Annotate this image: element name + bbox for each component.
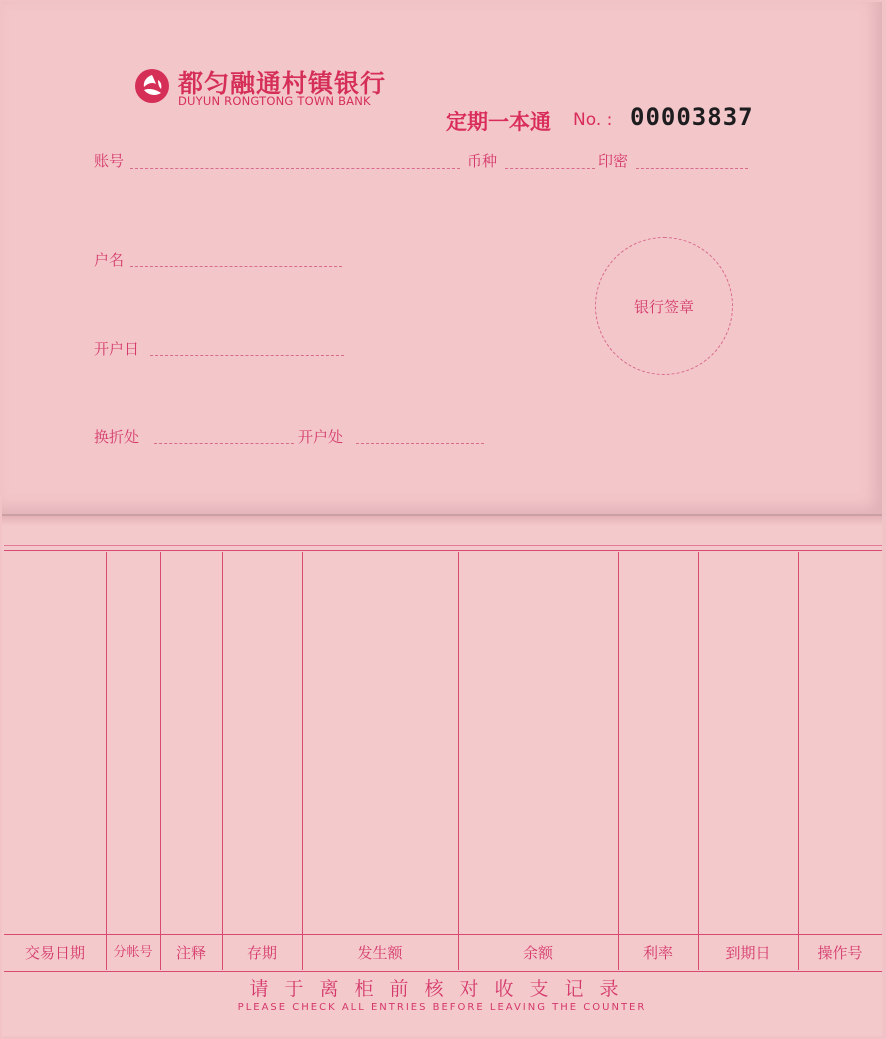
replace-branch-field-line bbox=[154, 443, 294, 444]
seal-mark-label: 印密 bbox=[598, 152, 629, 170]
replace-branch-label: 换折处 bbox=[94, 428, 140, 446]
column-header-sub-account: 分帐号 bbox=[113, 945, 153, 960]
ledger-column-divider bbox=[160, 552, 161, 970]
bank-name-english: DUYUN RONGTONG TOWN BANK bbox=[178, 94, 371, 108]
page-fold bbox=[2, 516, 882, 526]
bank-name-chinese: 都匀融通村镇银行 bbox=[178, 69, 387, 98]
ledger-column-divider bbox=[618, 552, 619, 970]
ledger-column-divider bbox=[106, 552, 107, 970]
column-header-amount: 发生额 bbox=[357, 944, 403, 962]
column-header-note: 注释 bbox=[175, 944, 206, 962]
ledger-top-rule bbox=[4, 545, 882, 546]
passbook-cover-panel bbox=[2, 2, 882, 516]
column-header-transaction-date: 交易日期 bbox=[24, 944, 85, 962]
account-name-field-line bbox=[130, 266, 342, 267]
ledger-column-divider bbox=[302, 552, 303, 970]
bank-seal-label: 银行签章 bbox=[633, 298, 694, 316]
currency-label: 币种 bbox=[467, 152, 498, 170]
passbook-page bbox=[2, 2, 882, 1036]
column-header-interest-rate: 利率 bbox=[642, 944, 673, 962]
column-header-balance: 余额 bbox=[522, 944, 553, 962]
bank-logo-icon bbox=[134, 68, 170, 104]
ledger-column-divider bbox=[222, 552, 223, 970]
ledger-column-divider bbox=[698, 552, 699, 970]
document-type-title: 定期一本通 bbox=[446, 110, 551, 134]
footer-notice-chinese: 请于离柜前核对收支记录 bbox=[249, 978, 635, 1000]
open-branch-label: 开户处 bbox=[298, 428, 344, 446]
serial-number-label: No. : bbox=[573, 110, 613, 130]
seal-mark-field-line bbox=[636, 168, 748, 169]
column-header-term: 存期 bbox=[246, 944, 277, 962]
ledger-column-divider bbox=[458, 552, 459, 970]
footer-notice-english: PLEASE CHECK ALL ENTRIES BEFORE LEAVING THE COUNTER bbox=[237, 1002, 647, 1013]
ledger-table bbox=[4, 550, 882, 972]
open-date-field-line bbox=[150, 355, 344, 356]
column-header-operator-no: 操作号 bbox=[817, 944, 863, 962]
open-branch-field-line bbox=[356, 443, 484, 444]
account-label: 账号 bbox=[94, 152, 125, 170]
ledger-header-rule bbox=[4, 934, 882, 935]
ledger-column-divider bbox=[798, 552, 799, 970]
account-name-label: 户名 bbox=[94, 251, 125, 269]
open-date-label: 开户日 bbox=[94, 340, 140, 358]
column-header-maturity-date: 到期日 bbox=[725, 944, 771, 962]
account-field-line bbox=[130, 168, 460, 169]
bank-seal-circle bbox=[595, 237, 733, 375]
currency-field-line bbox=[505, 168, 595, 169]
serial-number: 00003837 bbox=[630, 103, 754, 131]
